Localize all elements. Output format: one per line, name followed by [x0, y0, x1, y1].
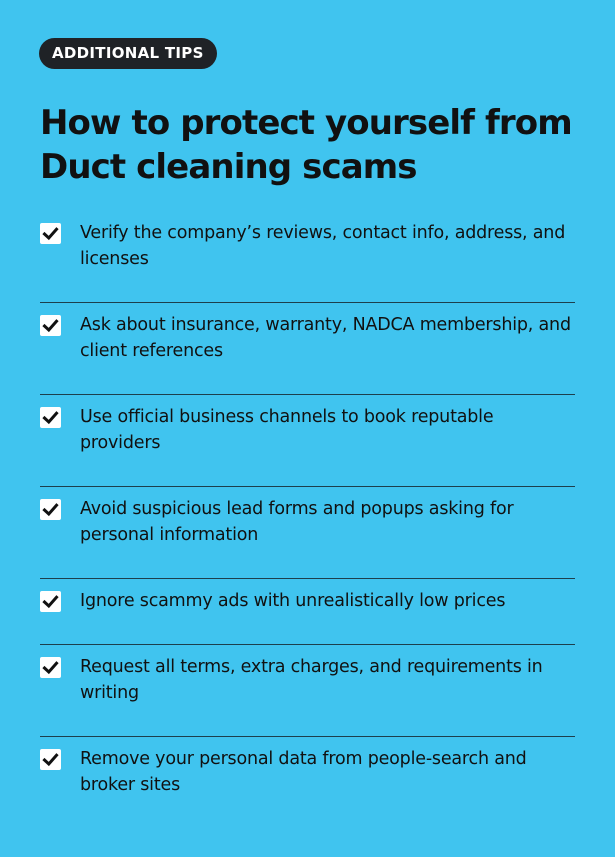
checkbox-checked-icon: [40, 657, 61, 678]
tip-item: [40, 395, 575, 487]
tip-text: Ignore scammy ads with unrealistically low prices: [80, 591, 506, 611]
checkbox-checked-icon: [40, 591, 61, 612]
tip-item: [40, 303, 575, 395]
tip-item: [40, 211, 575, 303]
tip-item: [40, 645, 575, 737]
tip-item: [40, 737, 575, 829]
tip-item: [40, 487, 575, 579]
tip-text: Use official business channels to book reputable providers: [80, 407, 494, 453]
checkbox-checked-icon: [40, 499, 61, 520]
checkbox-checked-icon: [40, 223, 61, 244]
tip-text: Verify the company’s reviews, contact info, address, and licenses: [80, 223, 566, 269]
tip-item: [40, 579, 575, 645]
checkbox-checked-icon: [40, 407, 61, 428]
tip-text: Ask about insurance, warranty, NADCA membership, and client references: [80, 315, 571, 361]
tips-list: [40, 211, 575, 829]
tip-text: Request all terms, extra charges, and requirements in writing: [80, 657, 543, 703]
section-badge: ADDITIONAL TIPS: [39, 38, 217, 69]
checkbox-checked-icon: [40, 749, 61, 770]
checkbox-checked-icon: [40, 315, 61, 336]
tip-text: Avoid suspicious lead forms and popups asking for personal information: [80, 499, 514, 545]
page-title: How to protect yourself from Duct cleaning scams: [40, 103, 572, 187]
tip-text: Remove your personal data from people-search and broker sites: [80, 749, 527, 795]
